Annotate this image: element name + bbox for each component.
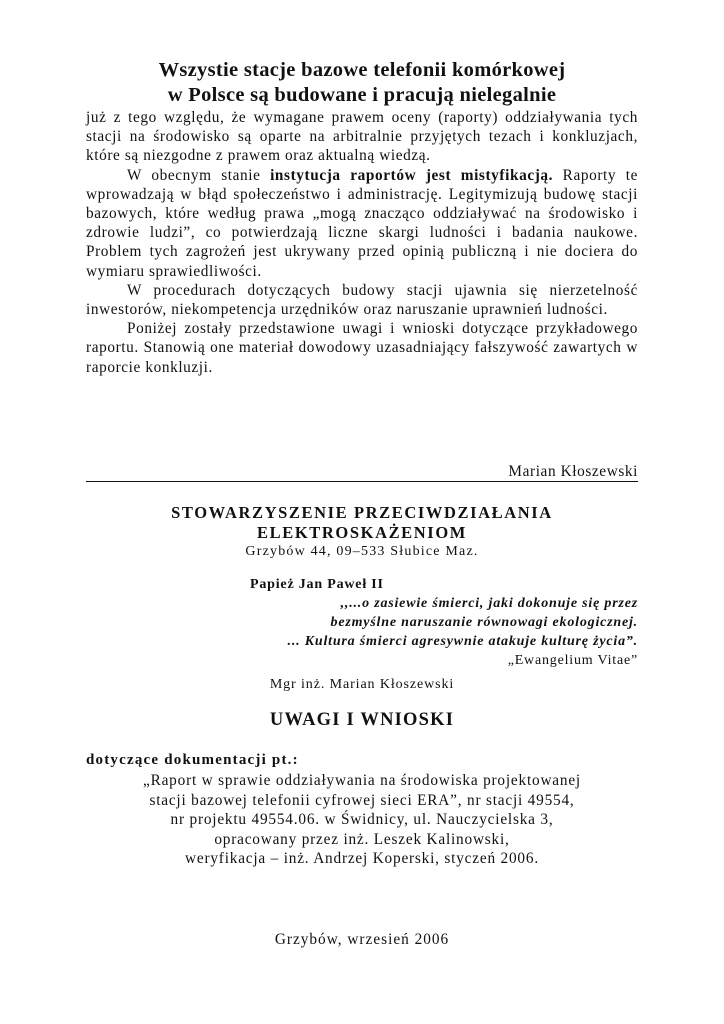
author-signature: Marian Kłoszewski <box>508 463 638 480</box>
document-line-1: „Raport w sprawie oddziaływania na środowiska projektowanej <box>142 772 581 789</box>
main-text-block <box>86 58 638 377</box>
page-title <box>86 58 638 108</box>
paragraph-3: W procedurach dotyczących budowy stacji ujawnia się nierzetelność inwestorów, niekompetencja urzędników oraz naruszanie uprawnień ludności. <box>86 281 638 319</box>
quote-line-2: bezmyślne naruszanie równowagi ekologicznej. <box>330 615 638 630</box>
paragraph-2-emphasis: instytucja raportów jest mistyfikacją. <box>270 166 554 184</box>
title-line-2: w Polsce są budowane i pracują nielegalnie <box>167 84 557 106</box>
title-line-1: Wszystie stacje bazowe telefonii komórkowej <box>158 59 566 81</box>
document-label: dotyczące dokumentacji pt.: <box>86 752 299 768</box>
paragraph-2 <box>86 166 638 281</box>
document-signer: Mgr inż. Marian Kłoszewski <box>269 677 455 692</box>
association-address: Grzybów 44, 09–533 Słubice Maz. <box>245 544 479 559</box>
section-heading: UWAGI I WNIOSKI <box>269 710 455 730</box>
paragraph-1: już z tego względu, że wymagane prawem oceny (raporty) oddziaływania tych stacji na środowisko są oparte na arbitralnie przyjętych tezach i konkluzjach, które są niezgodne z prawem oraz aktualną wiedzą. <box>86 109 638 165</box>
place-and-date: Grzybów, wrzesień 2006 <box>274 931 450 948</box>
paragraph-2-rest: Raporty te wprowadzają w błąd społeczeństwo i administrację. Legitymizują budowę stacji bazowych, które według prawa „mogą znacząco oddziaływać na środowisko i zdrowie ludzi”, co potwierdzają liczne skargi ludności i badania naukowe. Problem tych zagrożeń jest ukrywany przed opinią publiczną i nie dociera do wymiaru sprawiedliwości. <box>86 166 638 280</box>
quote-source: „Ewangelium Vitae” <box>507 653 638 668</box>
document-line-3: nr projektu 49554.06. w Świdnicy, ul. Nauczycielska 3, <box>170 811 554 828</box>
document-line-5: weryfikacja – inż. Andrzej Koperski, styczeń 2006. <box>185 850 539 867</box>
paragraph-2-prefix: W obecnym stanie <box>127 166 271 184</box>
quote-line-3: ... Kultura śmierci agresywnie atakuje kulturę życia”. <box>287 634 638 649</box>
quote-line-1: ,,...o zasiewie śmierci, jaki dokonuje się przez <box>340 596 638 611</box>
paragraph-4: Poniżej zostały przedstawione uwagi i wnioski dotyczące przykładowego raportu. Stanowią one materiał dowodowy uzasadniający fałszywość zawartych w raporcie konkluzji. <box>86 320 638 376</box>
association-block <box>86 503 638 561</box>
document-reference <box>86 771 638 869</box>
association-name-line-2: ELEKTROSKAŻENIOM <box>257 523 467 542</box>
quote-author: Papież Jan Paweł II <box>250 577 384 592</box>
epigraph-quote <box>218 575 638 670</box>
document-line-4: opracowany przez inż. Leszek Kalinowski, <box>214 830 510 848</box>
horizontal-divider <box>86 481 638 482</box>
intro-text <box>86 108 638 377</box>
document-line-2: stacji bazowej telefonii cyfrowej sieci ERA”, nr stacji 49554, <box>149 791 575 809</box>
association-name-line-1: STOWARZYSZENIE PRZECIWDZIAŁANIA <box>171 503 553 522</box>
